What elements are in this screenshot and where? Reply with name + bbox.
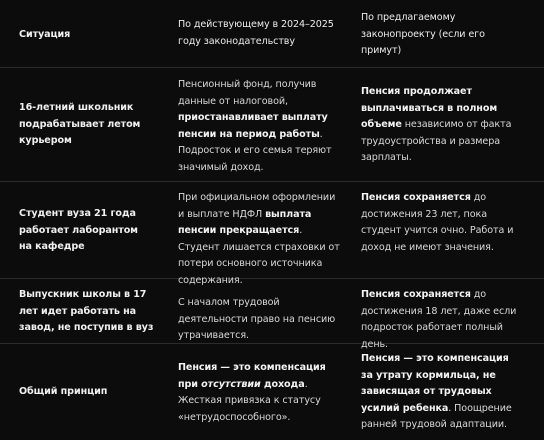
- proposed-bold-text: Пенсия сохраняется: [361, 289, 471, 300]
- table-header-row: [0, 0, 544, 68]
- row-situation: Студент вуза 21 года работает лаборантом на кафедре: [19, 208, 138, 252]
- row-situation: Выпускник школы в 17 лет идет работать на завод, не поступив в вуз: [19, 289, 154, 333]
- row-situation: Общий принцип: [19, 386, 108, 397]
- current-text-end: . Подросток и его семья теряют значимый доход.: [178, 128, 332, 173]
- header-current-law: По действующему в 2024–2025 году законодательству: [178, 19, 334, 47]
- current-bold-text: приостанавливает выплату пенсии на период работы: [178, 112, 328, 140]
- proposed-bold-text: Пенсия — это компенсация за утрату кормильца, не зависящая от трудовых усилий ребенка: [361, 353, 509, 414]
- current-text: Пенсионный фонд, получив данные от налоговой,: [178, 79, 317, 107]
- current-text-end: . Студент лишается страховки от потери основного источника содержания.: [178, 225, 340, 286]
- table-row: [0, 279, 544, 350]
- proposed-text: до достижения 23 лет, пока студент учится очно. Работа и доход не имеют значения.: [361, 192, 514, 253]
- current-text-end: . Жесткая привязка к статусу «нетрудоспособного».: [178, 378, 321, 423]
- current-bold-end: дохода: [260, 378, 305, 390]
- proposed-text: до достижения 18 лет, даже если подросток работает полный день.: [361, 289, 517, 350]
- current-text: С началом трудовой деятельности право на пенсию утрачивается.: [178, 297, 336, 341]
- row-current-law: [178, 190, 343, 289]
- header-proposed-law: По предлагаемому законопроекту (если его примут): [361, 12, 485, 56]
- row-proposed-law: [361, 84, 529, 167]
- proposed-bold-text: Пенсия продолжает выплачиваться в полном объеме: [361, 86, 498, 130]
- current-bold-text: выплата пенсии прекращается: [178, 208, 312, 236]
- table-row: [0, 344, 544, 440]
- header-situation: Ситуация: [19, 29, 71, 40]
- row-current-law: [178, 360, 338, 426]
- current-italic-text: отсутствии: [201, 378, 261, 390]
- row-current-law: [178, 77, 333, 176]
- current-bold-text: Пенсия — это компенсация при: [178, 362, 326, 390]
- row-situation: 16-летний школьник подрабатывает летом курьером: [19, 102, 141, 146]
- table-row: [0, 182, 544, 286]
- row-proposed-law: [361, 190, 526, 256]
- row-proposed-law: [361, 351, 521, 434]
- proposed-text: . Поощрение ранней трудовой адаптации.: [361, 402, 512, 430]
- proposed-text: независимо от факта трудоустройства и размера зарплаты.: [361, 119, 512, 163]
- proposed-bold-text: Пенсия сохраняется: [361, 192, 471, 203]
- row-current-law: [178, 295, 348, 345]
- table-row: [0, 68, 544, 182]
- current-text: При официальном оформлении и выплате НДФЛ: [178, 192, 336, 220]
